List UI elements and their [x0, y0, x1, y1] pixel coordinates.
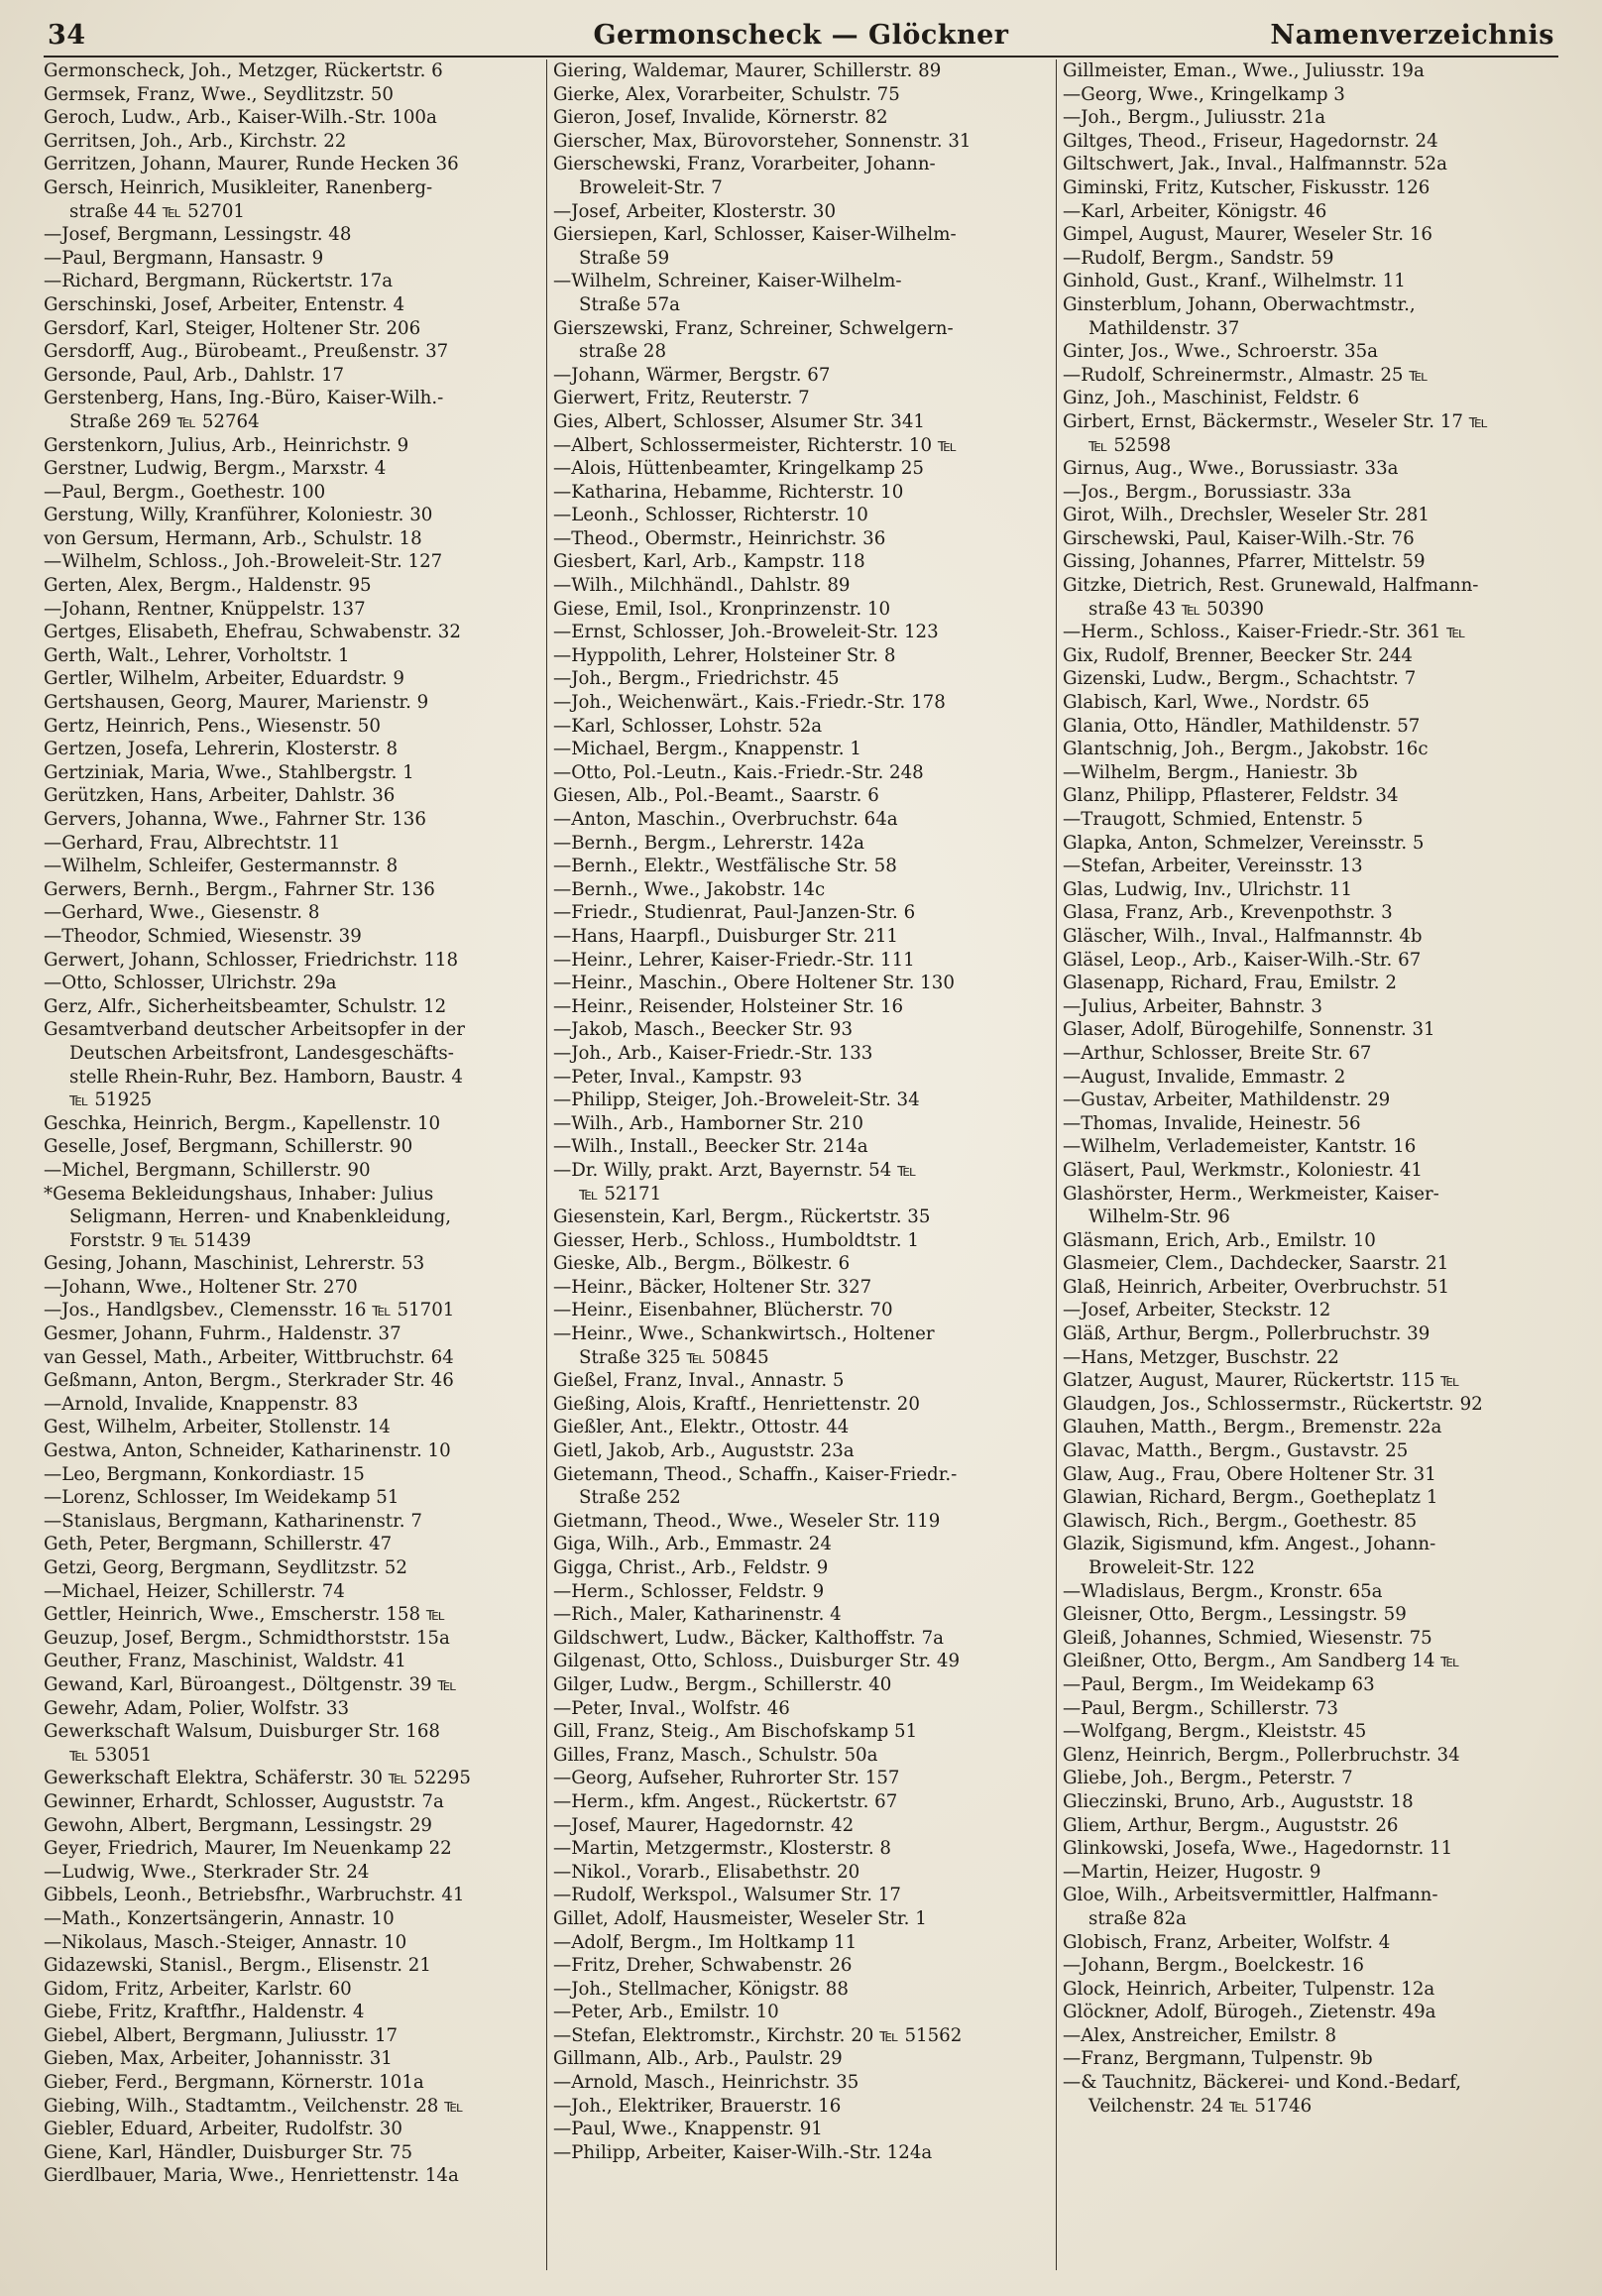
directory-entry: Gierwert, Fritz, Reuterstr. 7 — [553, 388, 810, 409]
directory-entry: Gerwers, Bernh., Bergm., Fahrner Str. 136 — [44, 878, 435, 900]
directory-entry: —Paul, Bergmann, Hansastr. 9 — [44, 247, 324, 269]
directory-entry: —Hans, Haarpfl., Duisburger Str. 211 — [553, 925, 898, 947]
directory-entry: Gettler, Heinrich, Wwe., Emscherstr. 158 ℡ — [44, 1604, 446, 1626]
directory-entry: —Stanislaus, Bergmann, Katharinenstr. 7 — [44, 1510, 422, 1532]
directory-entry: Gitzke, Dietrich, Rest. Grunewald, Halfmann- — [1063, 575, 1479, 597]
directory-entry: —Alois, Hüttenbeamter, Kringelkamp 25 — [553, 458, 925, 480]
directory-entry: Gietl, Jakob, Arb., Auguststr. 23a — [553, 1440, 855, 1462]
directory-entry: *Gesema Bekleidungshaus, Inhaber: Julius — [44, 1183, 434, 1205]
directory-entry: Glasa, Franz, Arb., Krevenpothstr. 3 — [1063, 902, 1393, 924]
directory-entry: —Georg, Wwe., Kringelkamp 3 — [1063, 83, 1345, 105]
directory-entry: Gimpel, August, Maurer, Weseler Str. 16 — [1063, 224, 1432, 246]
directory-entry: Glas, Ludwig, Inv., Ulrichstr. 11 — [1063, 878, 1353, 900]
directory-entry: —Martin, Metzgermstr., Klosterstr. 8 — [553, 1838, 891, 1860]
directory-entry: —Heinr., Wwe., Schankwirtsch., Holtener — [553, 1323, 935, 1345]
directory-entry: —Johann, Wärmer, Bergstr. 67 — [553, 364, 831, 386]
directory-entry: —Stefan, Elektromstr., Kirchstr. 20 ℡ 51562 — [553, 2024, 963, 2046]
directory-entry: Globisch, Franz, Arbeiter, Wolfstr. 4 — [1063, 1931, 1391, 1953]
directory-entry: —Wilhelm, Bergm., Haniestr. 3b — [1063, 761, 1358, 783]
directory-entry: Ginz, Joh., Maschinist, Feldstr. 6 — [1063, 388, 1360, 409]
directory-entry: Giene, Karl, Händler, Duisburger Str. 75 — [44, 2141, 413, 2163]
directory-entry: —Nikol., Vorarb., Elisabethstr. 20 — [553, 1861, 860, 1883]
directory-entry: —Jakob, Masch., Beecker Str. 93 — [553, 1019, 854, 1041]
directory-entry: —Rudolf, Bergm., Sandstr. 59 — [1063, 247, 1334, 269]
directory-entry: Glantschnig, Joh., Bergm., Jakobstr. 16c — [1063, 739, 1429, 760]
directory-entry: Ginhold, Gust., Kranf., Wilhelmstr. 11 — [1063, 271, 1406, 292]
directory-entry: —Anton, Maschin., Overbruchstr. 64a — [553, 809, 898, 830]
directory-entry: Germsek, Franz, Wwe., Seydlitzstr. 50 — [44, 83, 395, 105]
directory-entry: —Joh., Bergm., Friedrichstr. 45 — [553, 668, 840, 690]
directory-entry: Gersdorf, Karl, Steiger, Holtener Str. 206 — [44, 317, 421, 339]
directory-entry: Geschka, Heinrich, Bergm., Kapellenstr. 10 — [44, 1112, 441, 1134]
directory-entry: Geselle, Josef, Bergmann, Schillerstr. 90 — [44, 1136, 413, 1158]
directory-entry: —Leonh., Schlosser, Richterstr. 10 — [553, 505, 868, 526]
directory-entry: Gleisner, Otto, Bergm., Lessingstr. 59 — [1063, 1604, 1407, 1626]
directory-entry: Gesmer, Johann, Fuhrm., Haldenstr. 37 — [44, 1323, 401, 1345]
directory-entry: Gissing, Johannes, Pfarrer, Mittelstr. 59 — [1063, 551, 1426, 573]
directory-entry: Gerritzen, Johann, Maurer, Runde Hecken 36 — [44, 154, 459, 175]
directory-entry: —Michel, Bergmann, Schillerstr. 90 — [44, 1159, 371, 1181]
entry-continuation: Broweleit-Str. 122 — [1088, 1557, 1255, 1578]
directory-entry: Giebel, Albert, Bergmann, Juliusstr. 17 — [44, 2024, 399, 2046]
directory-entry: —Heinr., Bäcker, Holtener Str. 327 — [553, 1276, 872, 1298]
directory-entry: —Rudolf, Schreinermstr., Almastr. 25 ℡ — [1063, 364, 1429, 386]
directory-entry: Glaser, Adolf, Bürogehilfe, Sonnenstr. 31 — [1063, 1019, 1435, 1041]
directory-entry: —Wilhelm, Schloss., Joh.-Broweleit-Str. 127 — [44, 551, 443, 573]
directory-entry: Gietmann, Theod., Wwe., Weseler Str. 119 — [553, 1510, 941, 1532]
directory-entry: —Dr. Willy, prakt. Arzt, Bayernstr. 54 ℡ — [553, 1159, 917, 1181]
directory-entry: —Philipp, Arbeiter, Kaiser-Wilh.-Str. 124a — [553, 2141, 933, 2163]
directory-entry: Glania, Otto, Händler, Mathildenstr. 57 — [1063, 715, 1421, 737]
directory-entry: —Arnold, Masch., Heinrichstr. 35 — [553, 2072, 859, 2094]
directory-entry: Glasenapp, Richard, Frau, Emilstr. 2 — [1063, 973, 1397, 994]
directory-entry: Glaudgen, Jos., Schlossermstr., Rückertstr. 92 — [1063, 1393, 1483, 1415]
directory-entry: Gieben, Max, Arbeiter, Johannisstr. 31 — [44, 2048, 393, 2070]
directory-entry: Geroch, Ludw., Arb., Kaiser-Wilh.-Str. 100a — [44, 107, 437, 129]
directory-entry: —Bernh., Wwe., Jakobstr. 14c — [553, 878, 826, 900]
directory-entry: —Johann, Wwe., Holtener Str. 270 — [44, 1276, 358, 1298]
directory-entry: Gilles, Franz, Masch., Schulstr. 50a — [553, 1744, 878, 1766]
directory-entry: Giebing, Wilh., Stadtamtm., Veilchenstr. 28 ℡ — [44, 2095, 464, 2117]
directory-entry: Gläsert, Paul, Werkmstr., Koloniestr. 41 — [1063, 1159, 1423, 1181]
directory-entry: —Albert, Schlossermeister, Richterstr. 10 ℡ — [553, 434, 958, 456]
directory-entry: Gertz, Heinrich, Pens., Wiesenstr. 50 — [44, 715, 381, 737]
directory-entry: Gies, Albert, Schlosser, Alsumer Str. 341 — [553, 410, 925, 432]
directory-entry: Glock, Heinrich, Arbeiter, Tulpenstr. 12a — [1063, 1978, 1435, 2000]
directory-entry: —Wilhelm, Verlademeister, Kantstr. 16 — [1063, 1136, 1417, 1158]
directory-entry: Gierszewski, Franz, Schreiner, Schwelgern- — [553, 317, 954, 339]
directory-entry: —Stefan, Arbeiter, Vereinsstr. 13 — [1063, 856, 1363, 877]
directory-entry: Glatzer, August, Maurer, Rückertstr. 115 ℡ — [1063, 1370, 1460, 1392]
entry-continuation: ℡ 52598 — [1088, 434, 1172, 456]
directory-entry: —Theodor, Schmied, Wiesenstr. 39 — [44, 925, 362, 947]
directory-entry: Giersiepen, Karl, Schlosser, Kaiser-Wilhelm- — [553, 224, 957, 246]
entry-continuation: Broweleit-Str. 7 — [579, 176, 723, 198]
directory-entry: Glieczinski, Bruno, Arb., Auguststr. 18 — [1063, 1790, 1414, 1812]
directory-entry: Gilgenast, Otto, Schloss., Duisburger Str. 49 — [553, 1651, 961, 1672]
directory-entry: —Franz, Bergmann, Tulpenstr. 9b — [1063, 2048, 1373, 2070]
entry-continuation: ℡ 52171 — [579, 1183, 662, 1205]
directory-entry: —Wolfgang, Bergm., Kleiststr. 45 — [1063, 1721, 1367, 1743]
directory-entry: Girnus, Aug., Wwe., Borussiastr. 33a — [1063, 458, 1399, 480]
directory-entry: Giga, Wilh., Arb., Emmastr. 24 — [553, 1534, 832, 1555]
directory-entry: —Michael, Heizer, Schillerstr. 74 — [44, 1580, 345, 1602]
directory-entry: —Herm., Schloss., Kaiser-Friedr.-Str. 361 ℡ — [1063, 622, 1466, 643]
directory-entry: —Joh., Elektriker, Brauerstr. 16 — [553, 2095, 842, 2117]
directory-entry: Gizenski, Ludw., Bergm., Schachtstr. 7 — [1063, 668, 1417, 690]
directory-entry: —Otto, Schlosser, Ulrichstr. 29a — [44, 973, 337, 994]
directory-entry: —Johann, Bergm., Boelckestr. 16 — [1063, 1955, 1364, 1977]
directory-entry: —Thomas, Invalide, Heinestr. 56 — [1063, 1112, 1361, 1134]
directory-entry: Gerschinski, Josef, Arbeiter, Entenstr. 4 — [44, 293, 405, 315]
column-2 — [553, 59, 1075, 2284]
directory-entry: Geuther, Franz, Maschinist, Waldstr. 41 — [44, 1651, 406, 1672]
directory-entry: Gierschewski, Franz, Vorarbeiter, Johann- — [553, 154, 936, 175]
directory-entry: Gleiß, Johannes, Schmied, Wiesenstr. 75 — [1063, 1627, 1432, 1649]
directory-entry: —Joh., Stellmacher, Königstr. 88 — [553, 1978, 849, 2000]
directory-entry: van Gessel, Math., Arbeiter, Wittbruchstr. 64 — [44, 1346, 454, 1368]
directory-entry: —Bernh., Elektr., Westfälische Str. 58 — [553, 856, 897, 877]
directory-entry: —Peter, Arb., Emilstr. 10 — [553, 2002, 779, 2023]
entry-continuation: Seligmann, Herren- und Knabenkleidung, — [69, 1206, 452, 1228]
directory-entry: Giesser, Herb., Schloss., Humboldtstr. 1 — [553, 1229, 919, 1251]
directory-entry: Gertshausen, Georg, Maurer, Marienstr. 9 — [44, 692, 429, 714]
directory-entry: Gießel, Franz, Inval., Annastr. 5 — [553, 1370, 845, 1392]
directory-entry: Gertzen, Josefa, Lehrerin, Klosterstr. 8 — [44, 739, 399, 760]
entry-continuation: Straße 57a — [579, 293, 680, 315]
entry-continuation: Straße 269 ℡ 52764 — [69, 410, 260, 432]
entry-continuation: straße 28 — [579, 341, 667, 363]
directory-entry: Gierdlbauer, Maria, Wwe., Henriettenstr. 14a — [44, 2165, 459, 2187]
directory-entry: —Hyppolith, Lehrer, Holsteiner Str. 8 — [553, 644, 896, 666]
running-title: Germonscheck — Glöckner — [593, 20, 1009, 51]
directory-entry: Gewand, Karl, Büroangest., Döltgenstr. 39 ℡ — [44, 1673, 457, 1695]
directory-entry: Gersdorff, Aug., Bürobeamt., Preußenstr. 37 — [44, 341, 449, 363]
directory-entry: Gerützken, Hans, Arbeiter, Dahlstr. 36 — [44, 785, 396, 807]
directory-entry: Getzi, Georg, Bergmann, Seydlitzstr. 52 — [44, 1557, 407, 1578]
column-divider — [1056, 59, 1057, 2270]
directory-entry: —Arthur, Schlosser, Breite Str. 67 — [1063, 1042, 1372, 1064]
directory-entry: Geuzup, Josef, Bergm., Schmidthorststr. 15a — [44, 1627, 450, 1649]
directory-entry: Gewehr, Adam, Polier, Wolfstr. 33 — [44, 1697, 350, 1719]
entry-continuation: straße 44 ℡ 52701 — [69, 200, 245, 222]
directory-entry: —Adolf, Bergm., Im Holtkamp 11 — [553, 1931, 858, 1953]
directory-entry: Gillmeister, Eman., Wwe., Juliusstr. 19a — [1063, 60, 1425, 81]
entry-continuation: Straße 252 — [579, 1487, 681, 1509]
directory-entry: —Josef, Arbeiter, Steckstr. 12 — [1063, 1300, 1331, 1321]
directory-entry: —Katharina, Hebamme, Richterstr. 10 — [553, 481, 904, 503]
directory-entry: Giese, Emil, Isol., Kronprinzenstr. 10 — [553, 598, 891, 620]
directory-entry: Giesen, Alb., Pol.-Beamt., Saarstr. 6 — [553, 785, 879, 807]
directory-entry: Gerritsen, Joh., Arb., Kirchstr. 22 — [44, 130, 347, 152]
directory-entry: —Paul, Bergm., Goethestr. 100 — [44, 481, 326, 503]
directory-entry: Gersch, Heinrich, Musikleiter, Ranenberg- — [44, 176, 433, 198]
directory-entry: Geyer, Friedrich, Maurer, Im Neuenkamp 22 — [44, 1838, 452, 1860]
directory-entry: Girot, Wilh., Drechsler, Weseler Str. 281 — [1063, 505, 1430, 526]
directory-entry: Gertziniak, Maria, Wwe., Stahlbergstr. 1 — [44, 761, 414, 783]
page-number: 34 — [48, 20, 86, 51]
directory-entry: —Herm., Schlosser, Feldstr. 9 — [553, 1580, 825, 1602]
directory-entry: Gerth, Walt., Lehrer, Vorholtstr. 1 — [44, 644, 350, 666]
directory-entry: Gierscher, Max, Bürovorsteher, Sonnenstr. 31 — [553, 130, 972, 152]
directory-entry: Gerz, Alfr., Sicherheitsbeamter, Schulstr. 12 — [44, 995, 447, 1017]
entry-continuation: ℡ 51925 — [69, 1090, 153, 1111]
directory-entry: Glinkowski, Josefa, Wwe., Hagedornstr. 11 — [1063, 1838, 1453, 1860]
directory-entry: —Jos., Bergm., Borussiastr. 33a — [1063, 481, 1352, 503]
directory-entry: —Fritz, Dreher, Schwabenstr. 26 — [553, 1955, 853, 1977]
directory-entry: —Traugott, Schmied, Entenstr. 5 — [1063, 809, 1363, 830]
directory-entry: Gieber, Ferd., Bergmann, Körnerstr. 101a — [44, 2072, 424, 2094]
directory-entry: Gidazewski, Stanisl., Bergm., Elisenstr. 21 — [44, 1955, 431, 1977]
directory-entry: Gieron, Josef, Invalide, Körnerstr. 82 — [553, 107, 888, 129]
entry-continuation: Wilhelm-Str. 96 — [1088, 1206, 1230, 1228]
directory-entry: Glöckner, Adolf, Bürogeh., Zietenstr. 49a — [1063, 2002, 1436, 2023]
directory-entry: Glashörster, Herm., Werkmeister, Kaiser- — [1063, 1183, 1439, 1205]
directory-entry: Gerwert, Johann, Schlosser, Friedrichstr. 118 — [44, 949, 459, 971]
directory-entry: —Julius, Arbeiter, Bahnstr. 3 — [1063, 995, 1322, 1017]
directory-entry: —Lorenz, Schlosser, Im Weidekamp 51 — [44, 1487, 400, 1509]
column-divider — [546, 59, 547, 2270]
directory-entry: —Gustav, Arbeiter, Mathildenstr. 29 — [1063, 1090, 1391, 1111]
directory-entry: Gietemann, Theod., Schaffn., Kaiser-Friedr.- — [553, 1463, 958, 1485]
directory-entry: Gießing, Alois, Kraftf., Henriettenstr. 20 — [553, 1393, 920, 1415]
directory-entry: —Bernh., Bergm., Lehrerstr. 142a — [553, 832, 864, 854]
entry-continuation: stelle Rhein-Ruhr, Bez. Hamborn, Baustr. 4 — [69, 1066, 463, 1088]
directory-entry: —Arnold, Invalide, Knappenstr. 83 — [44, 1393, 359, 1415]
entry-continuation: straße 82a — [1088, 1907, 1187, 1929]
directory-entry: von Gersum, Hermann, Arb., Schulstr. 18 — [44, 527, 422, 549]
header-rule — [44, 56, 1558, 57]
directory-entry: —& Tauchnitz, Bäckerei- und Kond.-Bedarf, — [1063, 2072, 1462, 2094]
directory-entry: Gertler, Wilhelm, Arbeiter, Eduardstr. 9 — [44, 668, 404, 690]
entry-continuation: ℡ 53051 — [69, 1744, 153, 1766]
directory-entry: Gildschwert, Ludw., Bäcker, Kalthoffstr. 7a — [553, 1627, 945, 1649]
directory-entry: Glanz, Philipp, Pflasterer, Feldstr. 34 — [1063, 785, 1399, 807]
directory-entry: —Josef, Maurer, Hagedornstr. 42 — [553, 1814, 855, 1836]
directory-entry: —Wladislaus, Bergm., Kronstr. 65a — [1063, 1580, 1383, 1602]
directory-entry: Gläß, Arthur, Bergm., Pollerbruchstr. 39 — [1063, 1323, 1430, 1345]
directory-entry: Giesbert, Karl, Arb., Kampstr. 118 — [553, 551, 865, 573]
directory-entry: —Heinr., Lehrer, Kaiser-Friedr.-Str. 111 — [553, 949, 915, 971]
directory-entry: Glasmeier, Clem., Dachdecker, Saarstr. 21 — [1063, 1253, 1449, 1275]
directory-entry: —Math., Konzertsängerin, Annastr. 10 — [44, 1907, 395, 1929]
directory-entry: Glapka, Anton, Schmelzer, Vereinsstr. 5 — [1063, 832, 1425, 854]
directory-entry: Gertges, Elisabeth, Ehefrau, Schwabenstr. 32 — [44, 622, 461, 643]
column-1 — [44, 59, 565, 2284]
entry-continuation: Deutschen Arbeitsfront, Landesgeschäfts- — [69, 1042, 454, 1064]
entry-continuation: Forststr. 9 ℡ 51439 — [69, 1229, 252, 1251]
directory-entry: Ginter, Jos., Wwe., Schroerstr. 35a — [1063, 341, 1379, 363]
directory-entry: Girbert, Ernst, Bäckermstr., Weseler Str. 17 ℡ — [1063, 410, 1489, 432]
directory-entry: —Wilh., Install., Beecker Str. 214a — [553, 1136, 868, 1158]
directory-entry: —Heinr., Maschin., Obere Holtener Str. 130 — [553, 973, 955, 994]
directory-entry: —Otto, Pol.-Leutn., Kais.-Friedr.-Str. 248 — [553, 761, 924, 783]
directory-entry: —Gerhard, Frau, Albrechtstr. 11 — [44, 832, 341, 854]
directory-entry: Gieske, Alb., Bergm., Bölkestr. 6 — [553, 1253, 851, 1275]
directory-entry: Giesenstein, Karl, Bergm., Rückertstr. 35 — [553, 1206, 931, 1228]
entry-continuation: Mathildenstr. 37 — [1088, 317, 1240, 339]
directory-entry: Gersonde, Paul, Arb., Dahlstr. 17 — [44, 364, 345, 386]
directory-entry: Giminski, Fritz, Kutscher, Fiskusstr. 126 — [1063, 176, 1430, 198]
directory-entry: —Wilh., Milchhändl., Dahlstr. 89 — [553, 575, 851, 597]
directory-entry: Gliebe, Joh., Bergm., Peterstr. 7 — [1063, 1768, 1353, 1789]
directory-entry: —Georg, Aufseher, Ruhrorter Str. 157 — [553, 1768, 900, 1789]
directory-entry: Glavac, Matth., Bergm., Gustavstr. 25 — [1063, 1440, 1409, 1462]
directory-entry: —Paul, Bergm., Schillerstr. 73 — [1063, 1697, 1338, 1719]
directory-entry: Gillet, Adolf, Hausmeister, Weseler Str. 1 — [553, 1907, 927, 1929]
directory-entry: —Heinr., Reisender, Holsteiner Str. 16 — [553, 995, 904, 1017]
directory-entry: Gierke, Alex, Vorarbeiter, Schulstr. 75 — [553, 83, 900, 105]
directory-entry: Gliem, Arthur, Bergm., Auguststr. 26 — [1063, 1814, 1399, 1836]
directory-entry: Glawisch, Rich., Bergm., Goethestr. 85 — [1063, 1510, 1418, 1532]
directory-entry: Gläsel, Leop., Arb., Kaiser-Wilh.-Str. 67 — [1063, 949, 1422, 971]
directory-entry: Glenz, Heinrich, Bergm., Pollerbruchstr. 34 — [1063, 1744, 1460, 1766]
directory-entry: Gest, Wilhelm, Arbeiter, Stollenstr. 14 — [44, 1417, 391, 1438]
directory-entry: —Jos., Handlgsbev., Clemensstr. 16 ℡ 51701 — [44, 1300, 455, 1321]
directory-entry: —Joh., Bergm., Juliusstr. 21a — [1063, 107, 1326, 129]
directory-entry: —Leo, Bergmann, Konkordiastr. 15 — [44, 1463, 365, 1485]
directory-entry: Gesamtverband deutscher Arbeitsopfer in der — [44, 1019, 465, 1041]
directory-entry: Gläscher, Wilh., Inval., Halfmannstr. 4b — [1063, 925, 1423, 947]
directory-entry: —Hans, Metzger, Buschstr. 22 — [1063, 1346, 1339, 1368]
directory-entry: Gibbels, Leonh., Betriebsfhr., Warbruchstr. 41 — [44, 1885, 465, 1906]
directory-entry: Glazik, Sigismund, kfm. Angest., Johann- — [1063, 1534, 1436, 1555]
directory-entry: —Rudolf, Werkspol., Walsumer Str. 17 — [553, 1885, 901, 1906]
directory-entry: Giebe, Fritz, Kraftfhr., Haldenstr. 4 — [44, 2002, 365, 2023]
directory-entry: Gilger, Ludw., Bergm., Schillerstr. 40 — [553, 1673, 892, 1695]
directory-entry: Gläsmann, Erich, Arb., Emilstr. 10 — [1063, 1229, 1376, 1251]
directory-entry: Gill, Franz, Steig., Am Bischofskamp 51 — [553, 1721, 918, 1743]
directory-entry: —Joh., Weichenwärt., Kais.-Friedr.-Str. 178 — [553, 692, 946, 714]
directory-entry: Gillmann, Alb., Arb., Paulstr. 29 — [553, 2048, 843, 2070]
entry-continuation: Straße 59 — [579, 247, 670, 269]
directory-entry: —Herm., kfm. Angest., Rückertstr. 67 — [553, 1790, 898, 1812]
directory-entry: Girschewski, Paul, Kaiser-Wilh.-Str. 76 — [1063, 527, 1415, 549]
directory-entry: Gloe, Wilh., Arbeitsvermittler, Halfmann- — [1063, 1885, 1438, 1906]
directory-entry: —Richard, Bergmann, Rückertstr. 17a — [44, 271, 394, 292]
directory-entry: Germonscheck, Joh., Metzger, Rückertstr. 6 — [44, 60, 443, 81]
directory-entry: —Josef, Bergmann, Lessingstr. 48 — [44, 224, 352, 246]
directory-entry: —Joh., Arb., Kaiser-Friedr.-Str. 133 — [553, 1042, 873, 1064]
directory-entry: —Gerhard, Wwe., Giesenstr. 8 — [44, 902, 320, 924]
directory-entry: Glawian, Richard, Bergm., Goetheplatz 1 — [1063, 1487, 1438, 1509]
directory-entry: Gerstner, Ludwig, Bergm., Marxstr. 4 — [44, 458, 387, 480]
directory-entry: Giering, Waldemar, Maurer, Schillerstr. 89 — [553, 60, 942, 81]
directory-entry: Ginsterblum, Johann, Oberwachtmstr., — [1063, 293, 1416, 315]
directory-entry: —Ernst, Schlosser, Joh.-Broweleit-Str. 123 — [553, 622, 939, 643]
directory-entry: —Wilhelm, Schleifer, Gestermannstr. 8 — [44, 856, 399, 877]
directory-entry: Giebler, Eduard, Arbeiter, Rudolfstr. 30 — [44, 2119, 402, 2140]
directory-entry: Glaß, Heinrich, Arbeiter, Overbruchstr. 51 — [1063, 1276, 1450, 1298]
directory-entry: —August, Invalide, Emmastr. 2 — [1063, 1066, 1346, 1088]
directory-entry: Giltges, Theod., Friseur, Hagedornstr. 24 — [1063, 130, 1438, 152]
directory-entry: —Peter, Inval., Kampstr. 93 — [553, 1066, 803, 1088]
directory-entry: —Michael, Bergm., Knappenstr. 1 — [553, 739, 861, 760]
directory-entry: —Friedr., Studienrat, Paul-Janzen-Str. 6 — [553, 902, 916, 924]
directory-entry: Gestwa, Anton, Schneider, Katharinenstr. 10 — [44, 1440, 451, 1462]
directory-entry: Glaw, Aug., Frau, Obere Holtener Str. 31 — [1063, 1463, 1436, 1485]
directory-entry: Gix, Rudolf, Brenner, Beecker Str. 244 — [1063, 644, 1413, 666]
directory-entry: —Alex, Anstreicher, Emilstr. 8 — [1063, 2024, 1337, 2046]
section-title: Namenverzeichnis — [1270, 20, 1554, 51]
directory-entry: Gewerkschaft Elektra, Schäferstr. 30 ℡ 52295 — [44, 1768, 471, 1789]
directory-entry: Geth, Peter, Bergmann, Schillerstr. 47 — [44, 1534, 393, 1555]
directory-entry: Glauhen, Matth., Bergm., Bremenstr. 22a — [1063, 1417, 1442, 1438]
directory-entry: —Wilh., Arb., Hamborner Str. 210 — [553, 1112, 863, 1134]
directory-entry: Glabisch, Karl, Wwe., Nordstr. 65 — [1063, 692, 1370, 714]
directory-entry: —Josef, Arbeiter, Klosterstr. 30 — [553, 200, 837, 222]
directory-entry: —Rich., Maler, Katharinenstr. 4 — [553, 1604, 842, 1626]
directory-entry: Gleißner, Otto, Bergm., Am Sandberg 14 ℡ — [1063, 1651, 1460, 1672]
directory-entry: —Karl, Arbeiter, Königstr. 46 — [1063, 200, 1327, 222]
directory-entry: —Wilhelm, Schreiner, Kaiser-Wilhelm- — [553, 271, 902, 292]
directory-entry: —Paul, Wwe., Knappenstr. 91 — [553, 2119, 823, 2140]
directory-entry: Gießler, Ant., Elektr., Ottostr. 44 — [553, 1417, 850, 1438]
directory-entry: —Nikolaus, Masch.-Steiger, Annastr. 10 — [44, 1931, 407, 1953]
directory-entry: Gewinner, Erhardt, Schlosser, Auguststr. 7a — [44, 1790, 444, 1812]
entry-continuation: Veilchenstr. 24 ℡ 51746 — [1088, 2095, 1313, 2117]
directory-entry: —Peter, Inval., Wolfstr. 46 — [553, 1697, 790, 1719]
directory-entry: Geßmann, Anton, Bergm., Sterkrader Str. 46 — [44, 1370, 454, 1392]
directory-entry: Gigga, Christ., Arb., Feldstr. 9 — [553, 1557, 829, 1578]
directory-entry: Gerten, Alex, Bergm., Haldenstr. 95 — [44, 575, 372, 597]
directory-entry: —Theod., Obermstr., Heinrichstr. 36 — [553, 527, 886, 549]
directory-entry: Gervers, Johanna, Wwe., Fahrner Str. 136 — [44, 809, 426, 830]
directory-entry: Gewohn, Albert, Bergmann, Lessingstr. 29 — [44, 1814, 432, 1836]
directory-entry: Gidom, Fritz, Arbeiter, Karlstr. 60 — [44, 1978, 352, 2000]
directory-entry: —Johann, Rentner, Knüppelstr. 137 — [44, 598, 366, 620]
entry-continuation: straße 43 ℡ 50390 — [1088, 598, 1264, 620]
directory-entry: —Paul, Bergm., Im Weidekamp 63 — [1063, 1673, 1375, 1695]
directory-entry: —Ludwig, Wwe., Sterkrader Str. 24 — [44, 1861, 370, 1883]
entry-continuation: Straße 325 ℡ 50845 — [579, 1346, 769, 1368]
directory-entry: —Karl, Schlosser, Lohstr. 52a — [553, 715, 823, 737]
directory-entry: —Martin, Heizer, Hugostr. 9 — [1063, 1861, 1321, 1883]
directory-entry: Gesing, Johann, Maschinist, Lehrerstr. 53 — [44, 1253, 425, 1275]
directory-entry: —Heinr., Eisenbahner, Blücherstr. 70 — [553, 1300, 893, 1321]
column-3 — [1063, 59, 1584, 2284]
directory-entry: Gerstenberg, Hans, Ing.-Büro, Kaiser-Wilh.- — [44, 388, 444, 409]
directory-entry: Giltschwert, Jak., Inval., Halfmannstr. 52a — [1063, 154, 1447, 175]
directory-entry: Gerstenkorn, Julius, Arb., Heinrichstr. 9 — [44, 434, 409, 456]
page-header — [48, 14, 1554, 57]
directory-entry: Gewerkschaft Walsum, Duisburger Str. 168 — [44, 1721, 440, 1743]
directory-entry: —Philipp, Steiger, Joh.-Broweleit-Str. 34 — [553, 1090, 920, 1111]
directory-entry: Gerstung, Willy, Kranführer, Koloniestr. 30 — [44, 505, 433, 526]
